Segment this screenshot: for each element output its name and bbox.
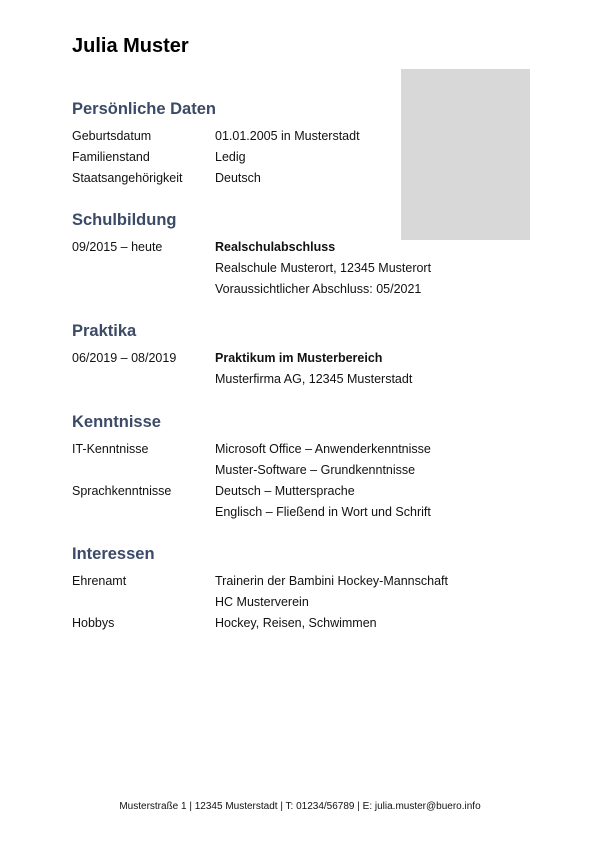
personal-row — [72, 126, 542, 147]
row-value — [215, 237, 542, 300]
value-line: Musterfirma AG, 12345 Musterstadt — [215, 372, 413, 386]
value-line: Microsoft Office – Anwenderkenntnisse — [215, 442, 431, 456]
row-label: Familienstand — [72, 150, 150, 164]
interests-row — [72, 571, 542, 613]
value-line: Muster-Software – Grundkenntnisse — [215, 463, 416, 477]
row-value — [215, 168, 542, 189]
skills-row — [72, 439, 542, 481]
school-row — [72, 237, 542, 300]
value-line: Deutsch — [215, 171, 261, 185]
section-title-personal: Persönliche Daten — [72, 100, 216, 118]
value-line: Englisch – Fließend in Wort und Schrift — [215, 505, 431, 519]
row-label: Geburtsdatum — [72, 129, 152, 143]
row-value — [215, 348, 542, 390]
row-label: IT-Kenntnisse — [72, 442, 149, 456]
applicant-name: Julia Muster — [72, 35, 189, 57]
section-internships — [72, 321, 542, 390]
value-line: Deutsch – Muttersprache — [215, 484, 355, 498]
personal-row — [72, 168, 542, 189]
row-value — [215, 439, 542, 481]
row-value — [215, 481, 542, 523]
row-value — [215, 126, 542, 147]
value-line: Voraussichtlicher Abschluss: 05/2021 — [215, 282, 422, 296]
section-personal — [72, 99, 542, 189]
internship-title: Praktikum im Musterbereich — [215, 351, 383, 365]
row-label: Hobbys — [72, 616, 115, 630]
value-line: HC Musterverein — [215, 595, 309, 609]
row-label: 09/2015 – heute — [72, 240, 163, 254]
section-title-interests: Interessen — [72, 545, 155, 563]
row-value — [215, 571, 542, 613]
row-label: Ehrenamt — [72, 574, 127, 588]
value-line: Hockey, Reisen, Schwimmen — [215, 616, 377, 630]
skills-row — [72, 481, 542, 523]
row-label: Staatsangehörigkeit — [72, 171, 183, 185]
section-skills — [72, 412, 542, 523]
row-value — [215, 613, 542, 634]
personal-row — [72, 147, 542, 168]
value-line: Ledig — [215, 150, 246, 164]
row-label: 06/2019 – 08/2019 — [72, 351, 177, 365]
section-title-skills: Kenntnisse — [72, 413, 161, 431]
value-line: Realschule Musterort, 12345 Musterort — [215, 261, 432, 275]
row-label: Sprachkenntnisse — [72, 484, 172, 498]
contact-footer: Musterstraße 1 | 12345 Musterstadt | T: 01234/56789 | E: julia.muster@buero.info — [119, 801, 481, 812]
internship-row — [72, 348, 542, 390]
interests-row — [72, 613, 542, 634]
row-value — [215, 147, 542, 168]
section-school — [72, 210, 542, 300]
section-title-internships: Praktika — [72, 322, 137, 340]
value-line: Trainerin der Bambini Hockey-Mannschaft — [215, 574, 448, 588]
degree-title: Realschulabschluss — [215, 240, 336, 254]
section-interests — [72, 544, 542, 634]
section-title-school: Schulbildung — [72, 211, 177, 229]
value-line: 01.01.2005 in Musterstadt — [215, 129, 360, 143]
